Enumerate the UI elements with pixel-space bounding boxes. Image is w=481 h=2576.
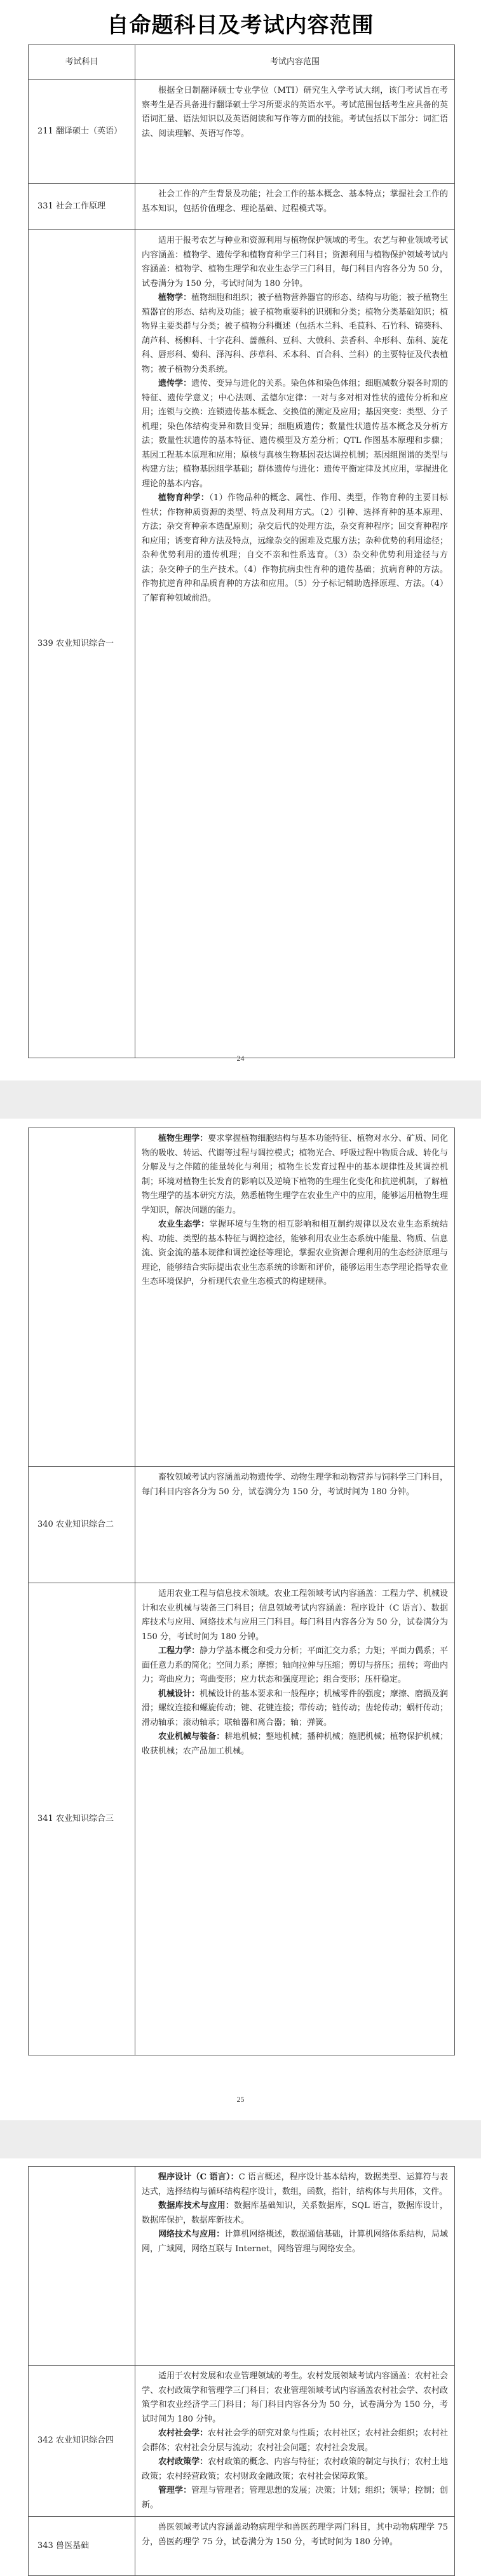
- content-cell: [135, 230, 455, 1058]
- content-paragraph: 农业机械与装备：耕地机械；整地机械；播种机械；施肥机械；植物保护机械；收获机械；农产品加工机械。: [142, 1732, 448, 1756]
- page-number: 24: [236, 1054, 245, 1063]
- content-paragraph: 工程力学：静力学基本概念和受力分析；平面汇交力系；力矩；平面力偶系；平面任意力系的简化；空间力系；摩擦；轴向拉伸与压缩；剪切与挤压；扭转；弯曲内力；弯曲应力；弯曲变形；应力状态和强度理论；组合变形；压杆稳定。: [142, 1646, 448, 1684]
- paragraph-heading: 农业机械与装备：: [158, 1732, 225, 1741]
- content-paragraph: 机械设计：机械设计的基本要求和一般程序；机械零件的强度；摩擦、磨损及润滑；螺纹连接和螺旋传动；键、花键连接；带传动；链传动；齿轮传动；蜗杆传动；滑动轴承；滚动轴承；联轴器和离合器；轴；弹簧。: [142, 1689, 448, 1728]
- content-paragraph: 适用农业工程与信息技术领域。农业工程领域考试内容涵盖：工程力学、机械设计和农业机械与装备三门科目；信息领域考试内容涵盖：程序设计（C 语言）、数据库技术与应用、网络技术与应用三门科目。每门科目内容各分为 50 分，试卷满分为 150 分，考试时间为 180 分钟。: [142, 1589, 448, 1642]
- paragraph-heading: 网络技术与应用：: [158, 2230, 225, 2239]
- paragraph-heading: 农村社会学：: [158, 2429, 208, 2438]
- subject-cell: 339 农业知识综合一: [29, 230, 135, 1058]
- subject-cell: [29, 1128, 135, 1467]
- table-row: [29, 2517, 455, 2576]
- content-paragraph: 程序设计（C 语言）：C 语言概述，程序设计基本结构，数据类型、运算符与表达式，选择结构与循环结构程序设计，数组，函数，指针，结构体与共用体，文件。: [142, 2172, 448, 2197]
- content-paragraph: 网络技术与应用：计算机网络概述，数据通信基础，计算机网络体系结构，局域网，广域网，网络互联与 Internet，网络管理与网络安全。: [142, 2230, 448, 2254]
- content-cell: [135, 184, 455, 230]
- table-row: [29, 80, 455, 184]
- table-row: [29, 1583, 455, 2055]
- table-row: [29, 184, 455, 230]
- content-paragraph: 农业生态学：掌握环境与生物的相互影响和相互制约规律以及农业生态系统结构、功能、类型的基本特征与调控途径，能够利用农业生态系统中能量、物质、信息流、资金流的基本规律和调控途径等理论，掌握农业资源合理利用的生态经济原理与理论，能够结合实际提出农业生态系统的诊断和评价，能够运用生态学理论指导农业生态环境保护，分析现代农业生态模式的构建规律。: [142, 1220, 448, 1286]
- subjects-table-page-2: [28, 1128, 455, 2055]
- paragraph-heading: 遗传学：: [158, 379, 192, 388]
- subject-cell: 341 农业知识综合三: [29, 1583, 135, 2055]
- content-paragraph: 遗传学：遗传、变异与进化的关系。染色体和染色体组；细胞减数分裂各时期的特征、遗传学意义；中心法则、孟德尔定律：一对与多对相对性状的遗传分析和应用；连锁与交换：连锁遗传基本概念、交换值的测定及应用；基因突变：类型、分子机理；染色体结构变异和数目变异；细胞质遗传；数量性状遗传基本概念及分析方法；数量性状遗传的基本特征、遗传模型及方差分析；QTL 作图基本原理和步骤；基因工程基本原理和应用；原核与真核生物基因表达调控机制；基因组图谱的类型与构建方法；植物基因组学基础；群体遗传与进化：遗传平衡定律及其应用，掌握进化理论的基本内容。: [142, 379, 448, 489]
- content-cell: [135, 1128, 455, 1467]
- content-cell: [135, 80, 455, 184]
- content-paragraph: 兽医领域考试内容涵盖动物病理学和兽医药理学两门科目，其中动物病理学 75 分，兽医药理学 75 分，试卷满分为 150 分，考试时间为 180 分钟。: [142, 2523, 448, 2547]
- paragraph-heading: 植物学：: [158, 293, 192, 303]
- content-cell: [135, 2517, 455, 2576]
- paragraph-heading: 机械设计：: [158, 1689, 200, 1699]
- table-header-row: [29, 45, 455, 80]
- subject-cell: 342 农业知识综合四: [29, 2366, 135, 2517]
- subject-cell: [29, 2167, 135, 2366]
- content-cell: [135, 1467, 455, 1583]
- paragraph-heading: 管理学：: [158, 2486, 192, 2495]
- page-number: 25: [236, 2095, 245, 2104]
- content-paragraph: 农村政策学：农村政策的概念、内容与特征；农村政策的制定与执行；农村土地政策；农村经营政策；农村财政金融政策；农村社会保障政策。: [142, 2457, 448, 2481]
- page-separator: [0, 2120, 481, 2158]
- content-cell: [135, 2366, 455, 2517]
- content-paragraph: 农村社会学：农村社会学的研究对象与性质；农村社区；农村社会组织；农村社会群体；农村社会分层与流动；农村社会问题；农村社会发展。: [142, 2429, 448, 2453]
- content-paragraph: 数据库技术与应用：数据库基础知识，关系数据库，SQL 语言，数据库设计，数据库保护，数据库新技术。: [142, 2201, 448, 2225]
- paragraph-heading: 程序设计（C 语言）：: [158, 2172, 239, 2182]
- content-paragraph: 适用于报考农艺与种业和资源利用与植物保护领域的考生。农艺与种业领域考试内容涵盖：植物学、遗传学和植物育种学三门科目；资源利用与植物保护领域考试内容涵盖：植物学、植物生理学和农业生态学三门科目，每门科目内容各分为 50 分，试卷满分为 150 分，考试时间为 180 分钟。: [142, 236, 448, 289]
- paragraph-heading: 工程力学：: [158, 1646, 200, 1656]
- subject-cell: 340 农业知识综合二: [29, 1467, 135, 1583]
- subject-cell: 331 社会工作原理: [29, 184, 135, 230]
- content-cell: [135, 2167, 455, 2366]
- content-paragraph: 植物育种学：（1）作物品种的概念、属性、作用、类型，作物育种的主要目标性状；作物种质资源的类型、特点及利用方式。（2）引种、选择育种的基本原理、方法；杂交育种亲本选配原则；杂交后代的处理方法，杂交育种程序；回交育种程序和应用；诱变育种方法及特点，远缘杂交的困难及克服方法；杂种优势的利用途径；杂种优势利用的遗传机理；自交不亲和性系选育。（3）杂交种优势利用途径与方法；杂交种子的生产技术。（4）作物抗病虫性育种的遗传基础；抗病育种的方法。作物抗逆育种和品质育种的方法和应用。（5）分子标记辅助选择原理、方法。（4）了解育种领域前沿。: [142, 493, 448, 603]
- table-row: [29, 1128, 455, 1467]
- header-subject: 考试科目: [29, 45, 135, 80]
- content-paragraph: 社会工作的产生背景及功能；社会工作的基本概念、基本特点；掌握社会工作的基本知识，包括价值理念、理论基础、过程模式等。: [142, 189, 448, 214]
- table-row: [29, 1467, 455, 1583]
- content-paragraph: 根据全日制翻译硕士专业学位（MTI）研究生入学考试大纲，该门考试旨在考察考生是否具备进行翻译硕士学习所要求的英语水平。考试范围包括考生应具备的英语词汇量、语法知识以及英语阅读和写作等方面的技能。考试包括以下部分：词汇语法、阅读理解、英语写作等。: [142, 86, 448, 139]
- paragraph-heading: 农业生态学：: [158, 1220, 210, 1229]
- table-row: [29, 2366, 455, 2517]
- subjects-table-page-3: [28, 2166, 455, 2576]
- content-paragraph: 适用于农村发展和农业管理领域的考生。农村发展领域考试内容涵盖：农村社会学、农村政策学和管理学三门科目；农业管理领域考试内容涵盖农村社会学、农村政策学和农业经济学三门科目；每门科目内容各分为 50 分，试卷满分为 150 分，考试时间为 180 分钟。: [142, 2371, 448, 2424]
- page-separator: [0, 1080, 481, 1119]
- paragraph-heading: 数据库技术与应用：: [158, 2201, 234, 2211]
- header-content: 考试内容范围: [135, 45, 455, 80]
- content-paragraph: 植物生理学：要求掌握植物细胞结构与基本功能特征、植物对水分、矿质、同化物的吸收、转运、代谢等过程与调控模式；植物光合、呼吸过程中物质合成、转化与分解及与之伴随的能量转化与利用；植物生长发育过程中的基本规律性及其调控机制；环境对植物生长发育的影响以及逆境下植物的生理生化变化和抗逆机制，了解植物生理学的基本研究方法，熟悉植物生理学在农业生产中的应用，能够运用植物生理学知识，解决问题的能力。: [142, 1134, 448, 1215]
- table-row: [29, 230, 455, 1058]
- paragraph-heading: 植物育种学：: [158, 493, 210, 503]
- paragraph-heading: 农村政策学：: [158, 2457, 208, 2467]
- subject-cell: 343 兽医基础: [29, 2517, 135, 2576]
- page-title: 自命题科目及考试内容范围: [107, 13, 374, 38]
- content-paragraph: 畜牧领域考试内容涵盖动物遗传学、动物生理学和动物营养与饲料学三门科目，每门科目内容各分为 50 分，试卷满分为 150 分，考试时间为 180 分钟。: [142, 1473, 448, 1497]
- content-paragraph: 植物学：植物细胞和组织；被子植物营养器官的形态、结构与功能；被子植物生殖器官的形态、结构及功能；被子植物重要科的识别和分类；植物分类基础知识；植物界主要类群与分类；被子植物分科概述（包括木兰科、毛茛科、石竹科、锦葵科、葫芦科、杨柳科、十字花科、蔷薇科、豆科、大戟科、芸香科、伞形科、茄科、旋花科、唇形科、菊科、泽泻科、莎草科、禾本科、百合科、兰科）的主要特征及代表植物；被子植物分类系统。: [142, 293, 448, 374]
- subject-cell: 211 翻译硕士（英语）: [29, 80, 135, 184]
- content-paragraph: 管理学：管理与管理者；管理思想的发展；决策；计划；组织；领导；控制；创新。: [142, 2486, 448, 2510]
- paragraph-heading: 植物生理学：: [158, 1134, 208, 1143]
- table-row: [29, 2167, 455, 2366]
- content-cell: [135, 1583, 455, 2055]
- subjects-table-page-1: [28, 44, 455, 1058]
